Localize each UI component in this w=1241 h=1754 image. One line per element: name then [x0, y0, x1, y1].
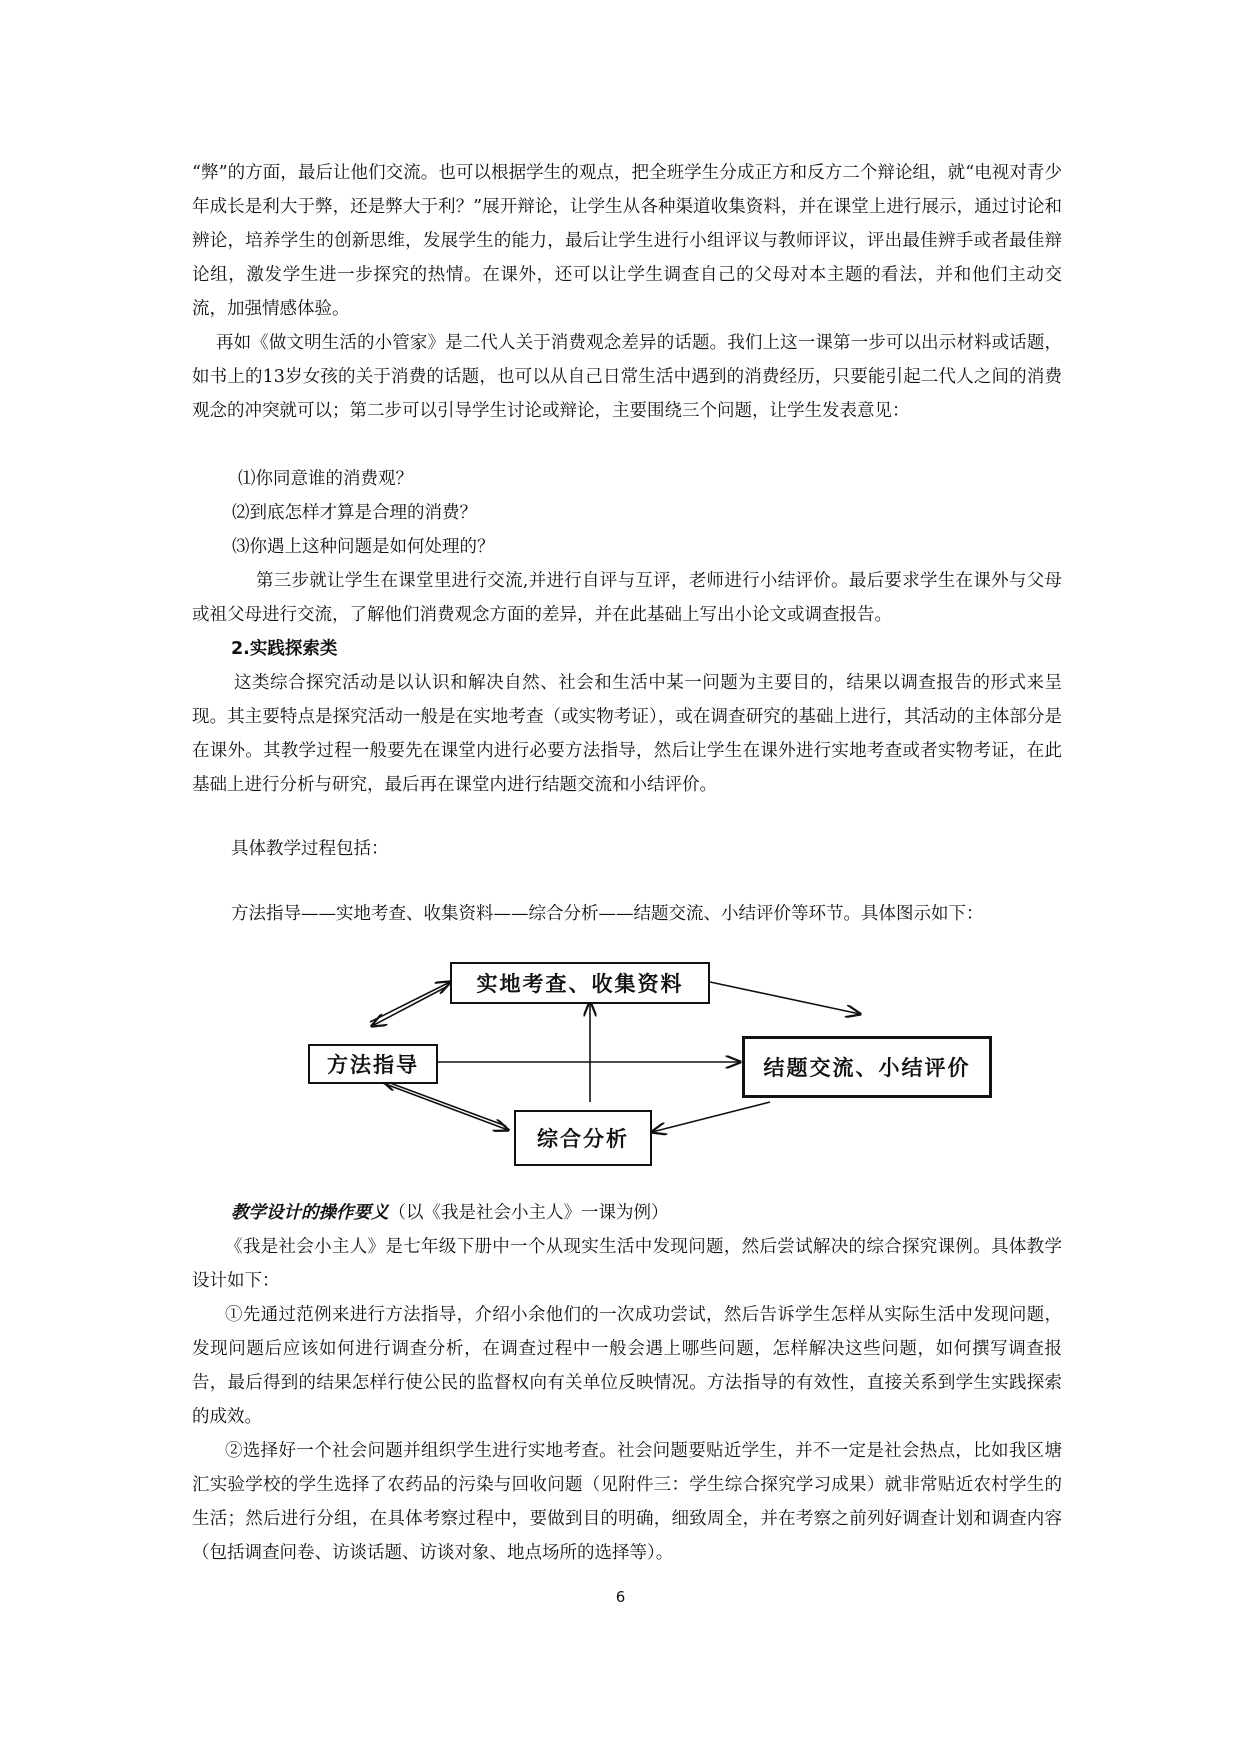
arrow-method-to-field: [370, 982, 450, 1022]
arrow-method-to-analysis: [380, 1082, 508, 1130]
design-subtitle: （以《我是社会小主人》一课为例）: [388, 1203, 669, 1223]
arrow-field-to-method: [372, 986, 448, 1026]
diagram-box-analysis: 综合分析: [514, 1110, 652, 1166]
diagram-box-conclusion: 结题交流、小结评价: [742, 1036, 992, 1098]
paragraph-debate: “弊”的方面，最后让他们交流。也可以根据学生的观点，把全班学生分成正方和反方二个辩论组，就“电视对青少年成长是利大于弊，还是弊大于利？”展开辩论，让学生从各种渠道收集资料，并在课堂上进行展示，通过讨论和辨论，培养学生的创新思维，发展学生的能力，最后让学生进行小组评议与教师评议，评出最佳辨手或者最佳辩论组，激发学生进一步探究的热情。在课外，还可以让学生调查自己的父母对本主题的看法，并和他们主动交流，加强情感体验。: [192, 163, 1062, 319]
paragraph-step-one: ①先通过范例来进行方法指导，介绍小余他们的一次成功尝试，然后告诉学生怎样从实际生活中发现问题，发现问题后应该如何进行调查分析，在调查过程中一般会遇上哪些问题，怎样解决这些问题，如何撰写调查报告，最后得到的结果怎样行使公民的监督权向有关单位反映情况。方法指导的有效性，直接关系到学生实践探索的成效。: [192, 1305, 1062, 1427]
paragraph-step-three: 第三步就让学生在课堂里进行交流,并进行自评与互评，老师进行小结评价。最后要求学生在课外与父母或祖父母进行交流，了解他们消费观念方面的差异，并在此基础上写出小论文或调查报告。: [192, 571, 1062, 625]
paragraph-process-intro: 具体教学过程包括：: [231, 839, 389, 859]
question-1: ⑴你同意谁的消费观？: [238, 469, 413, 489]
paragraph-consumption-topic: 再如《做文明生活的小管家》是二代人关于消费观念差异的话题。我们上这一课第一步可以出示材料或话题，如书上的13岁女孩的关于消费的话题，也可以从自己日常生活中遇到的消费经历，只要能引起二代人之间的消费观念的冲突就可以；第二步可以引导学生讨论或辩论，主要围绕三个问题，让学生发表意见：: [192, 333, 1062, 421]
process-flow-diagram: [300, 952, 1000, 1182]
paragraph-practice-description: 这类综合探究活动是以认识和解决自然、社会和生活中某一问题为主要目的，结果以调查报告的形式来呈现。其主要特点是探究活动一般是在实地考查（或实物考证），或在调查研究的基础上进行，其活动的主体部分是在课外。其教学过程一般要先在课堂内进行必要方法指导，然后让学生在课外进行实地考查或者实物考证，在此基础上进行分析与研究，最后再在课堂内进行结题交流和小结评价。: [192, 673, 1062, 795]
question-3: ⑶你遇上这种问题是如何处理的？: [232, 537, 495, 557]
page-number: 6: [615, 1588, 626, 1606]
section-heading-practice: 2.实践探索类: [231, 639, 338, 659]
paragraph-step-two: ②选择好一个社会问题并组织学生进行实地考查。社会问题要贴近学生，并不一定是社会热点，比如我区塘汇实验学校的学生选择了农药品的污染与回收问题（见附件三：学生综合探究学习成果）就非常贴近农村学生的生活；然后进行分组，在具体考察过程中，要做到目的明确，细致周全，并在考察之前列好调查计划和调查内容（包括调查问卷、访谈话题、访谈对象、地点场所的选择等）。: [192, 1441, 1062, 1563]
arrow-field-to-conclusion: [710, 982, 860, 1014]
diagram-box-method: 方法指导: [308, 1044, 438, 1084]
question-2: ⑵到底怎样才算是合理的消费？: [232, 503, 477, 523]
design-title-line: [231, 1196, 669, 1230]
paragraph-lesson-intro: 《我是社会小主人》是七年级下册中一个从现实生活中发现问题，然后尝试解决的综合探究课例。具体教学设计如下：: [192, 1237, 1062, 1291]
arrow-analysis-to-method: [382, 1080, 506, 1126]
paragraph-process-steps: 方法指导——实地考查、收集资料——综合分析——结题交流、小结评价等环节。具体图示如下：: [231, 904, 984, 924]
design-title: 教学设计的操作要义: [231, 1203, 389, 1223]
arrow-conclusion-to-analysis: [652, 1102, 770, 1132]
diagram-box-field-study: 实地考查、收集资料: [450, 962, 710, 1004]
